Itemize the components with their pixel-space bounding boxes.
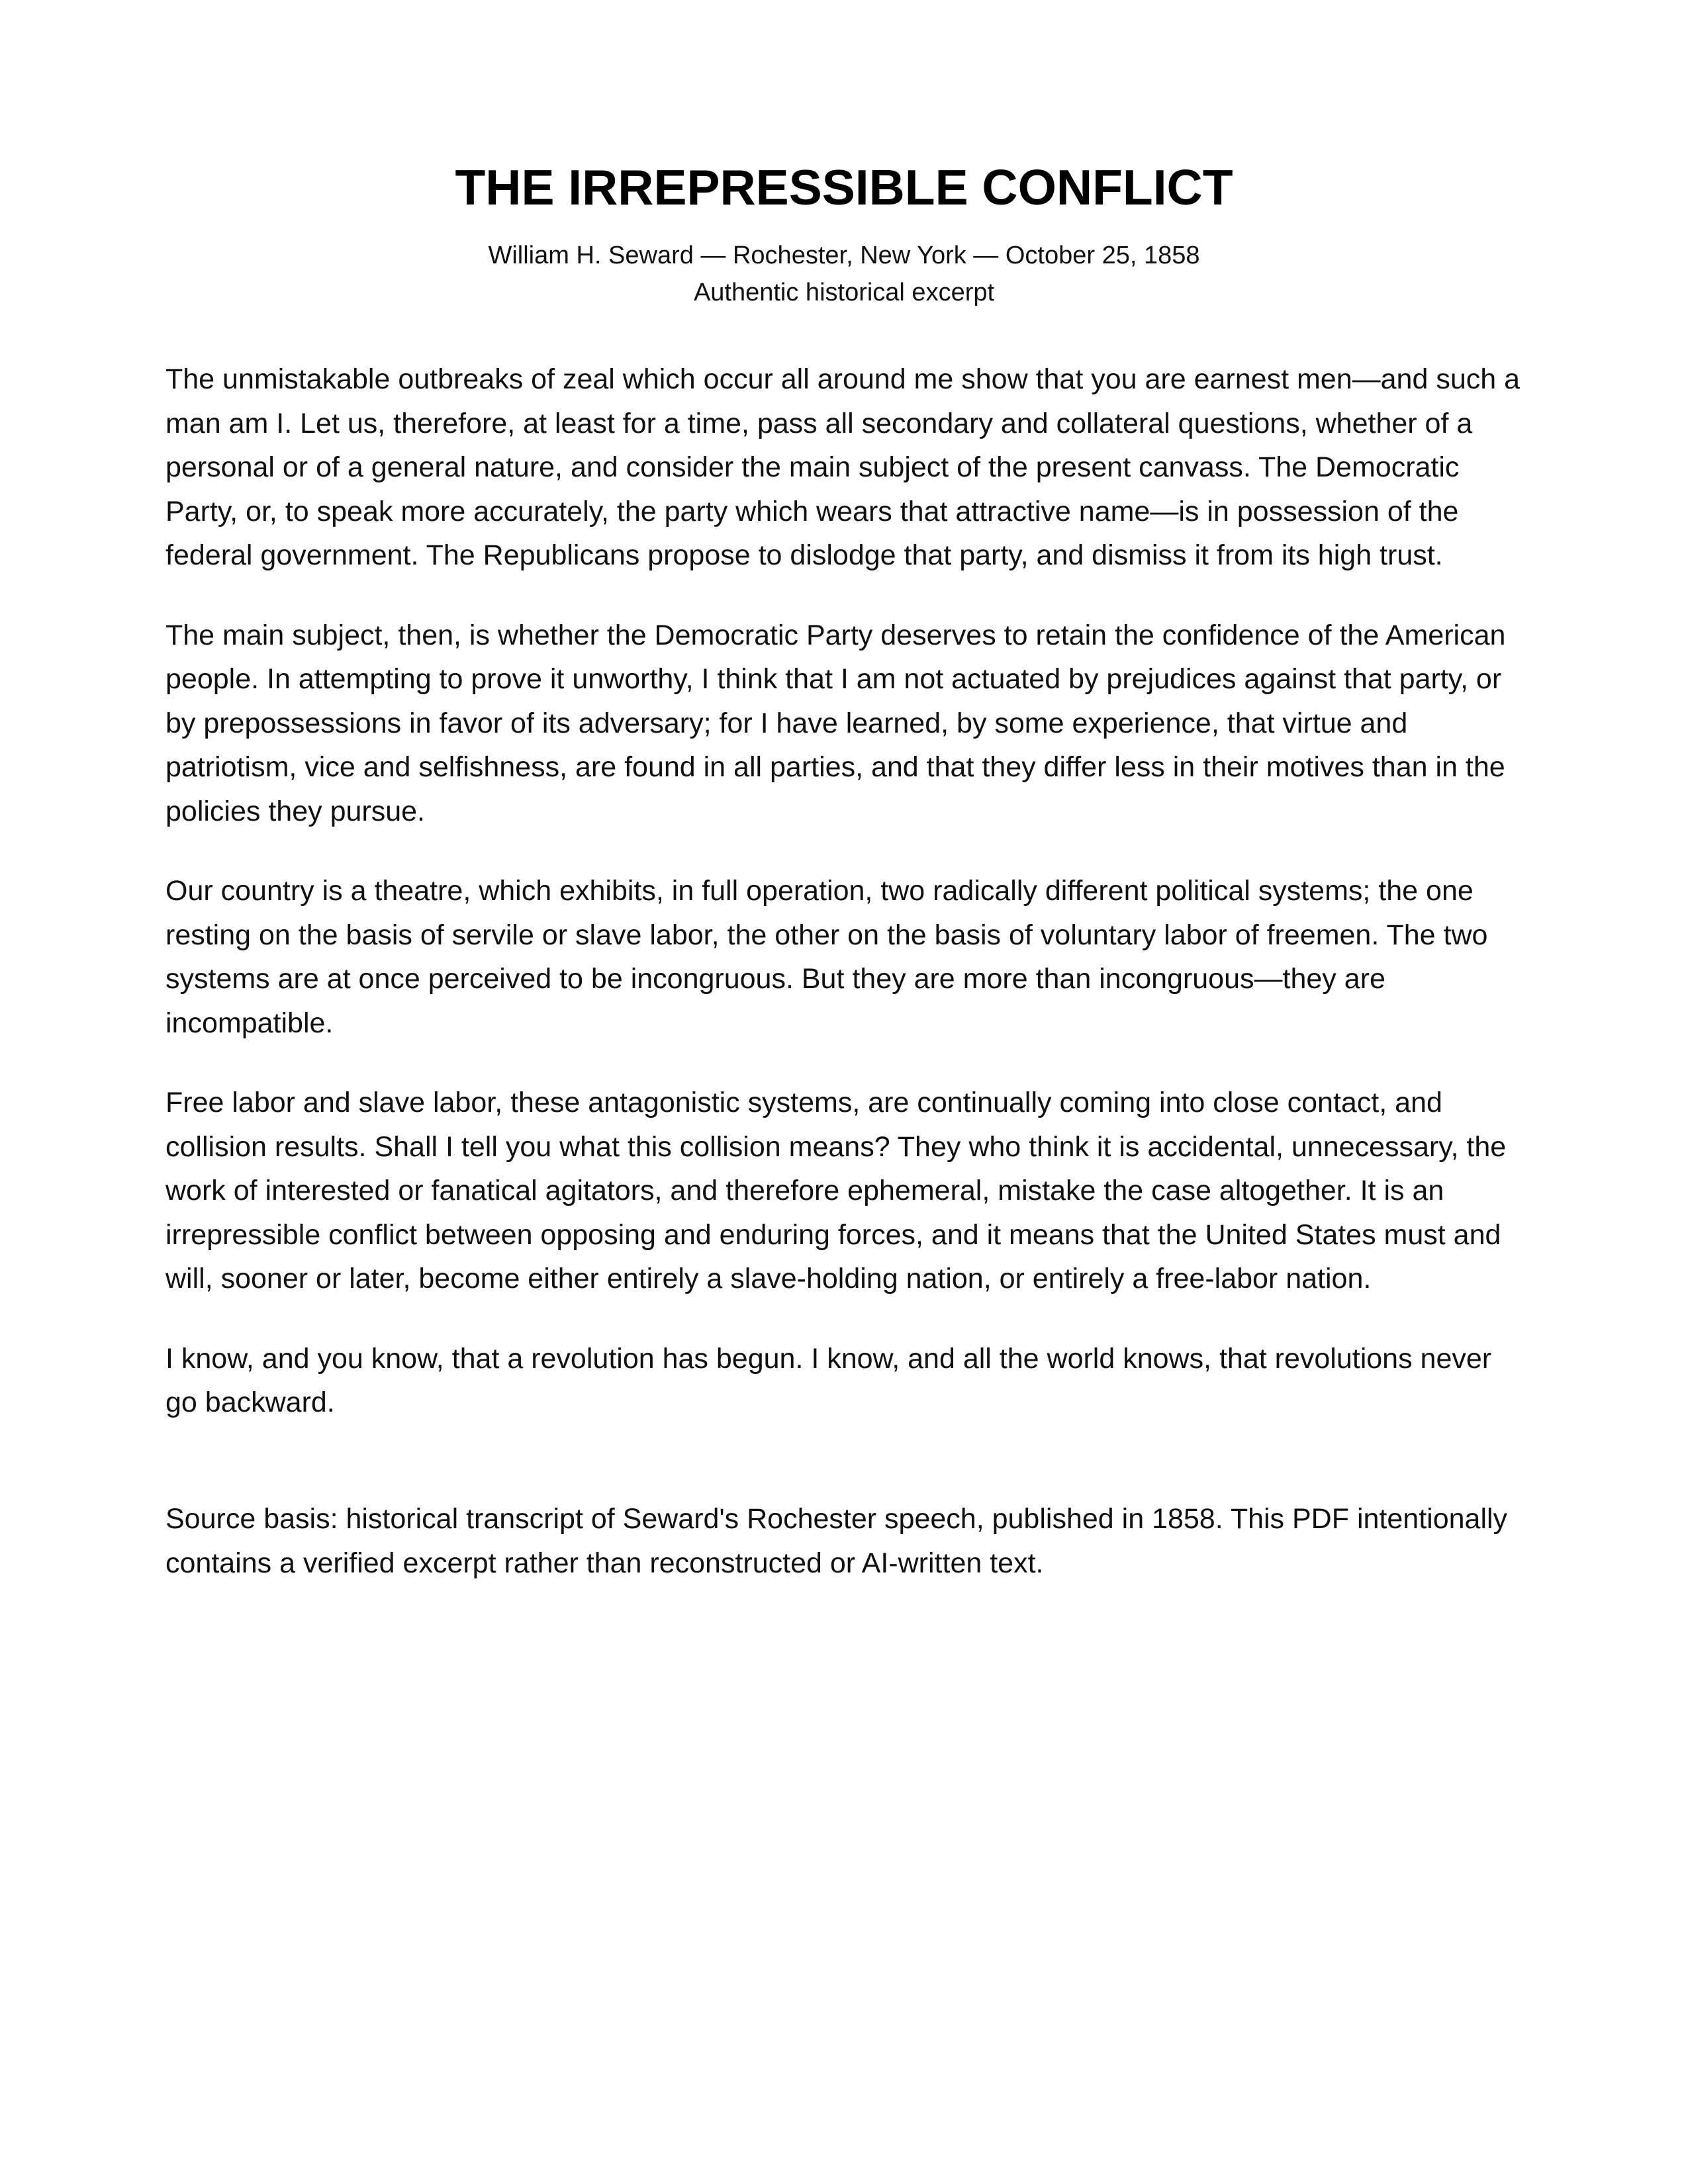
paragraph: The unmistakable outbreaks of zeal which occur all around me show that you are earnest men—and such a man am I. Let us, therefore, at least for a time, pass all secondary and collateral questions, whether of a personal or of a general nature, and consider the main subject of the present canvass. The Democratic Party, or, to speak more accurately, the party which wears that attractive name—is in possession of the federal government. The Republicans propose to dislodge that party, and dismiss it from its high trust.	[165, 363, 1521, 571]
source-note: Source basis: historical transcript of Seward's Rochester speech, published in 1858. This PDF intentionally contains a verified excerpt rather than reconstructed or AI-written text.	[165, 1503, 1508, 1579]
speech-body	[165, 357, 1529, 1461]
paragraph: Free labor and slave labor, these antagonistic systems, are continually coming into close contact, and collision results. Shall I tell you what this collision means? They who think it is accidental, unnecessary, the work of interested or fanatical agitators, and therefore ephemeral, mistake the case altogether. It is an irrepressible conflict between opposing and enduring forces, and it means that the United States must and will, sooner or later, become either entirely a slave-holding nation, or entirely a free-labor nation.	[165, 1087, 1507, 1295]
excerpt-note: Authentic historical excerpt	[693, 279, 995, 306]
paragraph: The main subject, then, is whether the Democratic Party deserves to retain the confidence of the American people. In attempting to prove it unworthy, I think that I am not actuated by prejudices against that party, or by prepossessions in favor of its adversary; for I have learned, by some experience, that virtue and patriotism, vice and selfishness, are found in all parties, and that they differ less in their motives than in the policies they pursue.	[165, 619, 1506, 827]
source-note-block	[165, 1497, 1529, 1585]
paragraph: Our country is a theatre, which exhibits, in full operation, two radically different political systems; the one resting on the basis of servile or slave labor, the other on the basis of voluntary labor of freemen. The two systems are at once perceived to be incongruous. But they are more than incongruous—they are incompatible.	[165, 875, 1488, 1039]
paragraph: I know, and you know, that a revolution has begun. I know, and all the world knows, that revolutions never go backward.	[165, 1342, 1492, 1418]
page-title: THE IRREPRESSIBLE CONFLICT	[455, 159, 1233, 215]
subtitle-block	[0, 237, 1688, 311]
byline: William H. Seward — Rochester, New York — October 25, 1858	[488, 242, 1200, 269]
